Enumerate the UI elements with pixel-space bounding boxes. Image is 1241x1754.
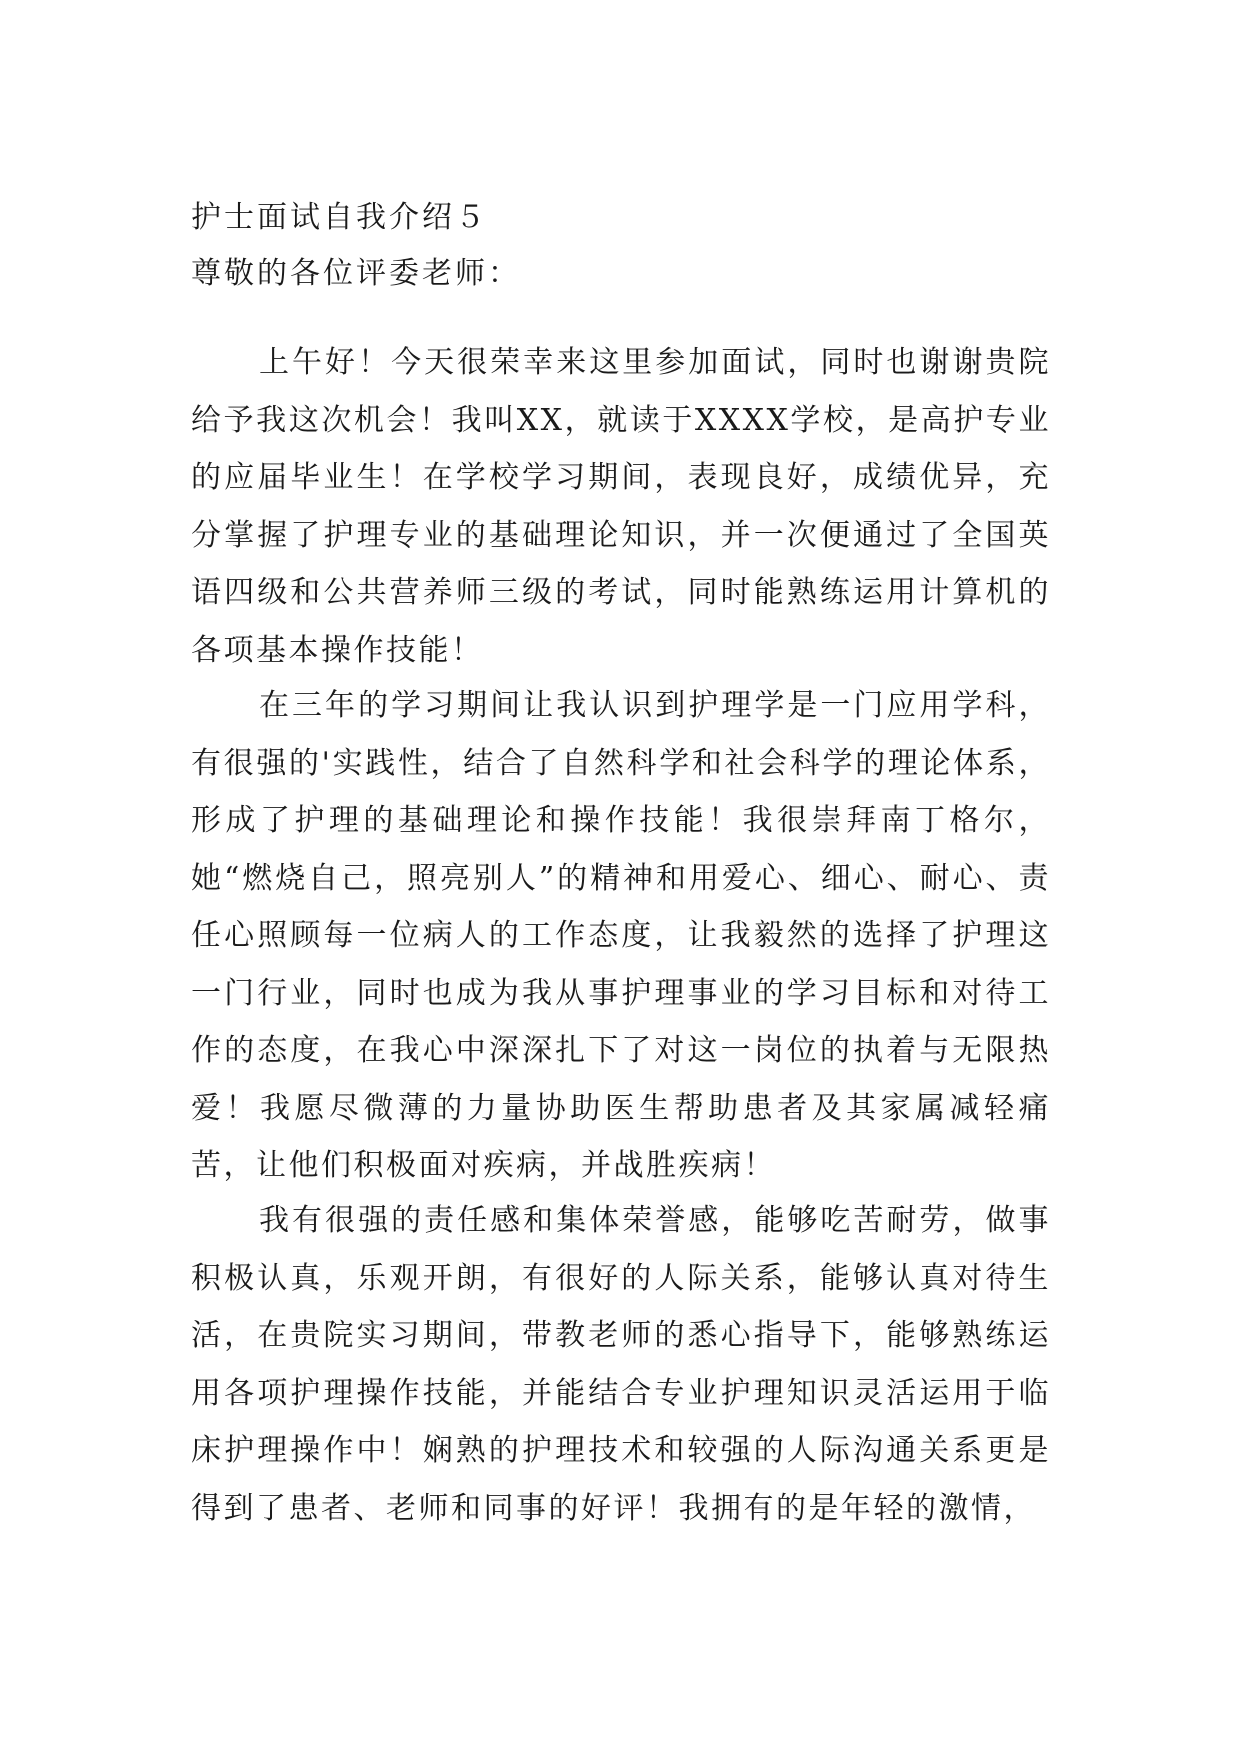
paragraph-1: 上午好！今天很荣幸来这里参加面试，同时也谢谢贵院给予我这次机会！我叫XX，就读于XXXX学校，是高护专业的应届毕业生！在学校学习期间，表现良好，成绩优异，充分掌握了护理专业的基础理论知识，并一次便通过了全国英语四级和公共营养师三级的考试，同时能熟练运用计算机的各项基本操作技能！ (191, 345, 1051, 668)
paragraph-2: 在三年的学习期间让我认识到护理学是一门应用学科，有很强的'实践性，结合了自然科学和社会科学的理论体系，形成了护理的基础理论和操作技能！我很崇拜南丁格尔，她“燃烧自己，照亮别人”的精神和用爱心、细心、耐心、责任心照顾每一位病人的工作态度，让我毅然的选择了护理这一门行业，同时也成为我从事护理事业的学习目标和对待工作的态度，在我心中深深扎下了对这一岗位的执着与无限热爱！我愿尽微薄的力量协助医生帮助患者及其家属减轻痛苦，让他们积极面对疾病，并战胜疾病！ (191, 688, 1051, 1183)
paragraph-3: 我有很强的责任感和集体荣誉感，能够吃苦耐劳，做事积极认真，乐观开朗，有很好的人际关系，能够认真对待生活，在贵院实习期间，带教老师的悉心指导下，能够熟练运用各项护理操作技能，并能结合专业护理知识灵活运用于临床护理操作中！娴熟的护理技术和较强的人际沟通关系更是得到了患者、老师和同事的好评！我拥有的是年轻的激情， (191, 1203, 1051, 1526)
document-title: 护士面试自我介绍５ (191, 200, 488, 235)
salutation: 尊敬的各位评委老师： (191, 256, 521, 291)
